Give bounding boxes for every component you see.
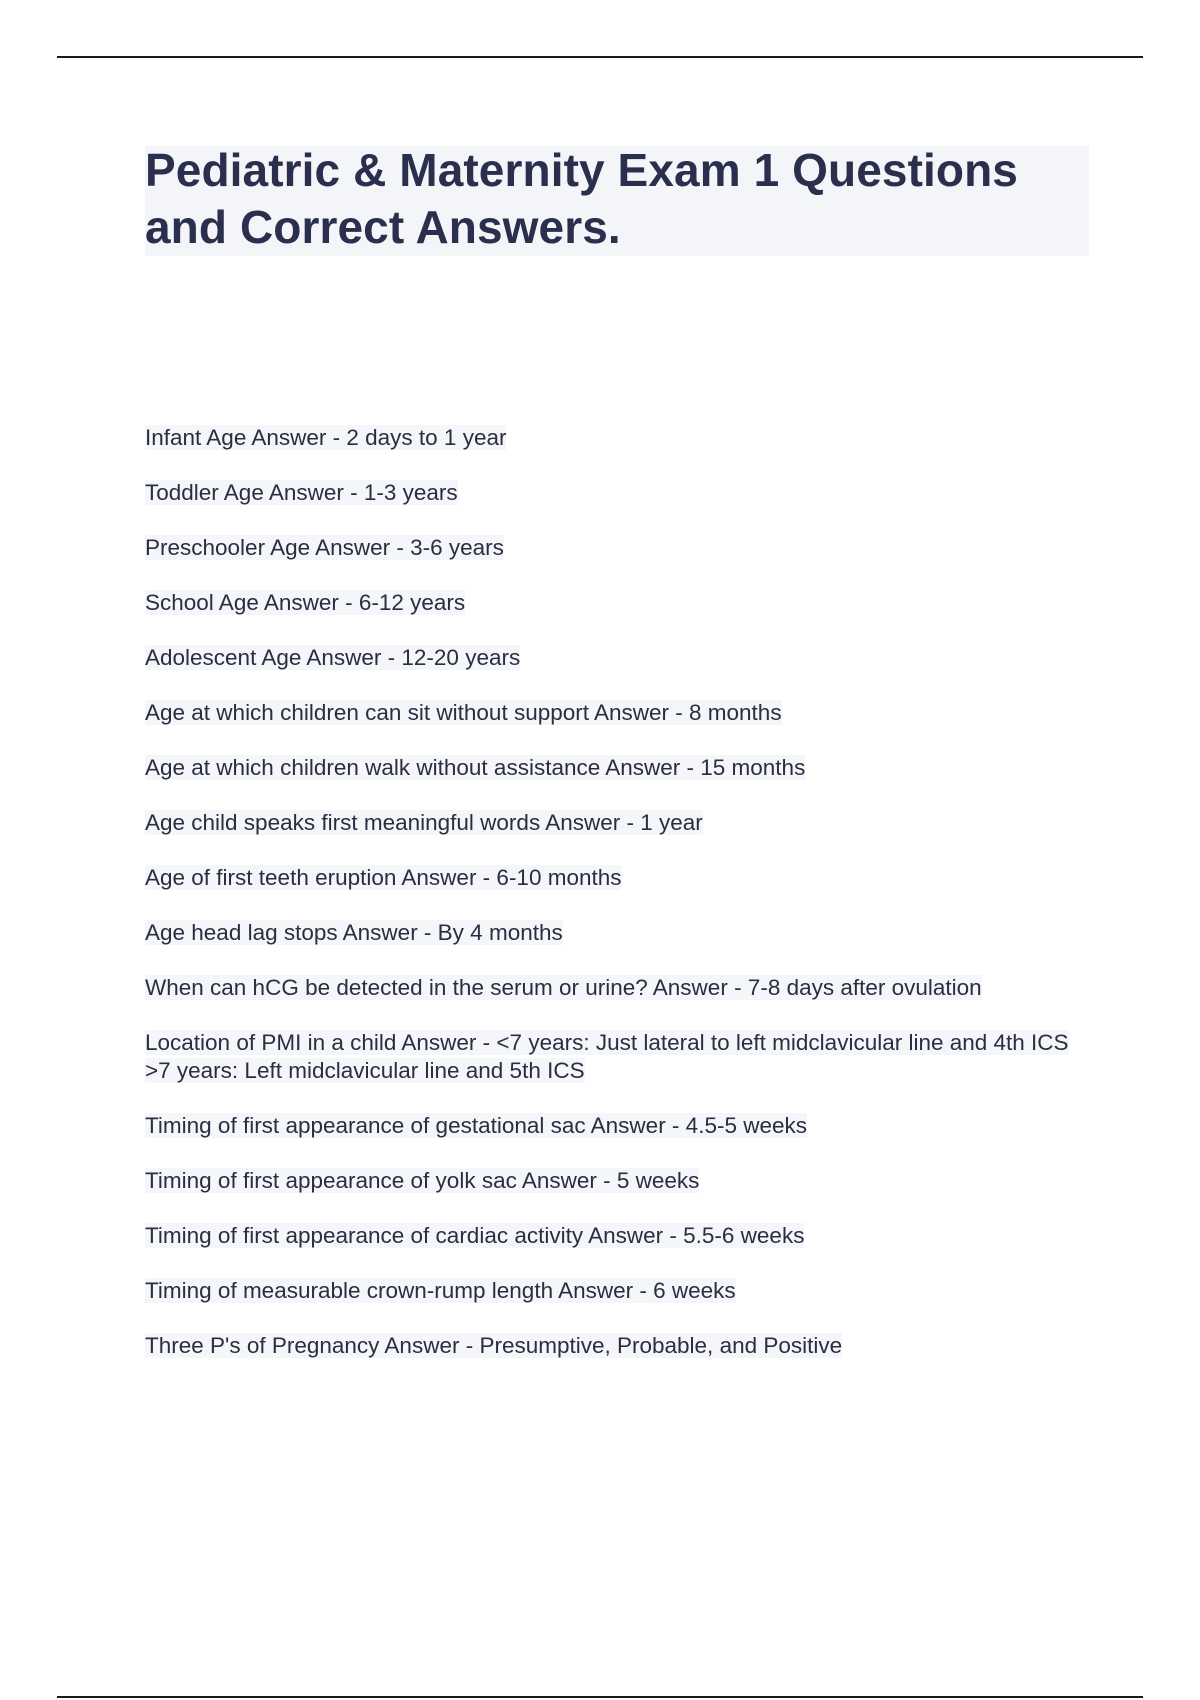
qa-item: Timing of first appearance of cardiac activity Answer - 5.5-6 weeks [145,1223,805,1248]
bottom-rule [57,1696,1143,1698]
qa-item: Adolescent Age Answer - 12-20 years [145,645,521,670]
qa-item: Toddler Age Answer - 1-3 years [145,480,458,505]
qa-item: Timing of first appearance of yolk sac Answer - 5 weeks [145,1168,700,1193]
qa-item: Age of first teeth eruption Answer - 6-10 months [145,865,622,890]
qa-item: Timing of measurable crown-rump length Answer - 6 weeks [145,1278,736,1303]
qa-item: Timing of first appearance of gestational sac Answer - 4.5-5 weeks [145,1113,807,1138]
qa-item: Preschooler Age Answer - 3-6 years [145,535,504,560]
qa-item: Infant Age Answer - 2 days to 1 year [145,425,507,450]
qa-item: Age at which children can sit without support Answer - 8 months [145,700,782,725]
title-block [145,146,1089,256]
document-title: Pediatric & Maternity Exam 1 Questions and Correct Answers. [145,144,1018,253]
top-rule [57,56,1143,58]
qa-item: Age at which children walk without assistance Answer - 15 months [145,755,806,780]
qa-item: Location of PMI in a child Answer - <7 years: Just lateral to left midclavicular line and 4th ICS >7 years: Left midclavicular line and 5th ICS [145,1030,1069,1083]
qa-item: When can hCG be detected in the serum or urine? Answer - 7-8 days after ovulation [145,975,982,1000]
qa-item: School Age Answer - 6-12 years [145,590,466,615]
qa-item: Age head lag stops Answer - By 4 months [145,920,563,945]
qa-item: Three P's of Pregnancy Answer - Presumptive, Probable, and Positive [145,1333,843,1358]
qa-item: Age child speaks first meaningful words Answer - 1 year [145,810,703,835]
qa-list [145,424,1085,1387]
